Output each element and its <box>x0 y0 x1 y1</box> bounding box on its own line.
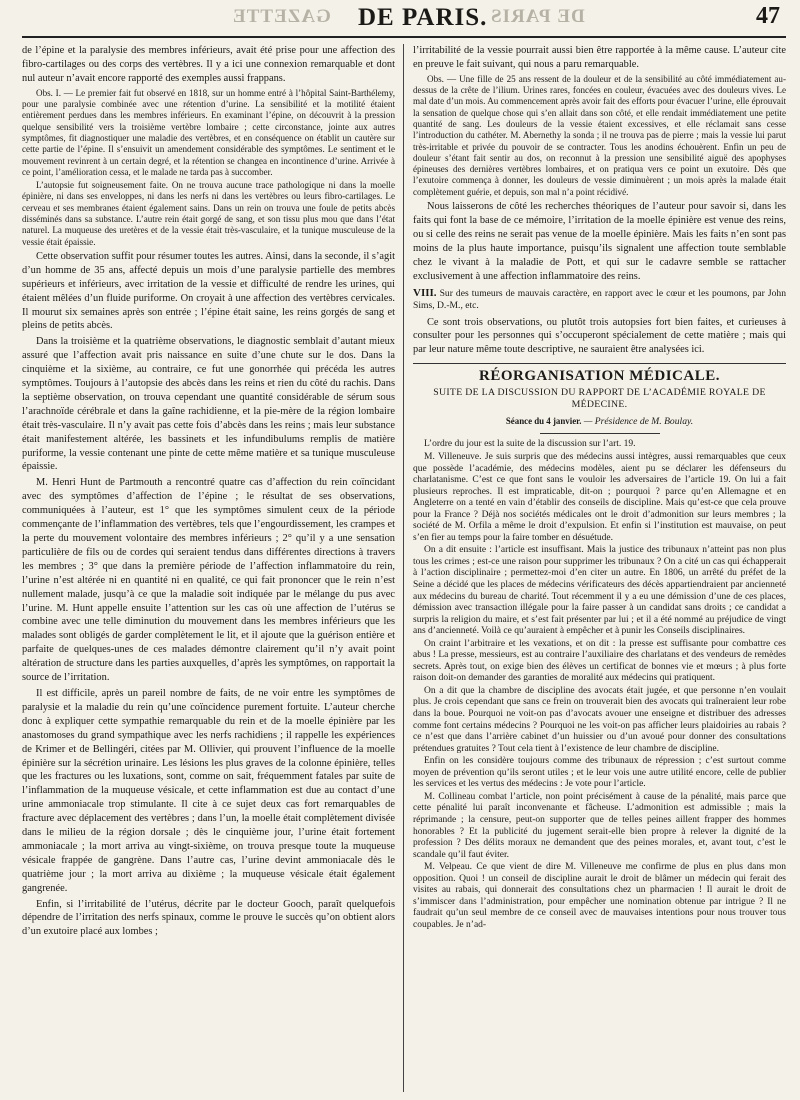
article-paragraph: Enfin on les considère toujours comme des tribunaux de répression ; c’est surtout comme moyen de prévention qu’ils seront utiles ; et le leur vois une autre utilité encore, celle de publier les services et les vertus des médecins : Je vote pour l’article. <box>413 756 786 790</box>
article-paragraph: On a dit ensuite : l’article est insuffisant. Mais la justice des tribunaux n’atteint pas non plus tous les crimes ; est-ce une raison pour supprimer les tribunaux ? On a cité un cas qui échapperait à l’action disciplinaire ; permettez-moi d’en citer un autre. En 1806, un arrêté du préfet de la Seine a décidé que les places de médecins vérificateurs des décès appartiendraient par ancienneté aux médecins du bureau de charité. Tout récemment il y a eu une démission d’une de ces places, démission avec transaction illégale pour la faire passer à un candidat sans droits ; ce candidat a surpris la religion du maire, et s’est fait présenter par lui ; et il a été nommé au préjudice de vingt ans d’ancienneté. Voilà ce qu’auraient à empêcher et à punir les Conseils disciplinaires. <box>413 545 786 637</box>
autopsy-paragraph: L’autopsie fut soigneusement faite. On ne trouva aucune trace pathologique ni dans la moelle épinière, ni dans ses enveloppes, ni dans les nerfs ni dans les vertèbres ou leurs fibro-cartilages. Le cerveau et ses membranes étaient également sains. Dans un rein on trouva une foule de petits abcès disséminés dans sa substance. L’autre rein était gorgé de sang, et son tissu plus mou que dans l’état naturel. La muqueuse des uretères et de la vessie était très-vasculaire, et la tunique musculeuse de la vessie était épaissie. <box>22 180 395 247</box>
article-paragraph: M. Villeneuve. Je suis surpris que des médecins aussi intègres, aussi remarquables que ceux que possède l’académie, des médecins modèles, aient pu se déclarer les défenseurs du charlatanisme. C’est ce que font sans le vouloir les adversaires de l’article 19. On lui a fait plusieurs reproches. Il est impraticable, dit-on ; pourquoi ? parce qu’en Allemagne et en Angleterre on a tenté en vain d’établir des conseils de discipline. Mais qu’est-ce que cela prouve pour la France ? Déjà nos sociétés médicales ont le droit d’admonition sur leurs membres ; la société de M. Orfila a même le droit d’expulsion. Et enfin si l’institution est mauvaise, on peut s’en fier au temps pour la faire tomber en désuétude. <box>413 452 786 543</box>
right-column <box>411 44 786 1092</box>
seance-date: Séance du 4 janvier. <box>505 415 582 426</box>
observation-paragraph: Obs. — Une fille de 25 ans ressent de la douleur et de la sensibilité au côté immédiatement au-dessus de la crête de l’ilium. Urines rares, foncées en couleur, évacuées avec des douleurs vives. Le mal date d’un mois. Au commencement après avoir fait des efforts pour évacuer l’urine, elle éprouvait la sensation de quelque chose qui s’en allait dans son côté, et elle rendait immédiatement une petite quantité de sang. Les douleurs de la vessie étaient excessives, et elle réclamait sans cesse l’introduction du cathéter. M. Abernethy la sonda ; il ne trouva pas de pierre ; mais la vessie lui parut très-irritable et privée du pouvoir de se contracter. Tous les anodins échouèrent. Enfin un peu de douleur s’étant fait sentir au dos, on reconnut à la pression une sensibilité aiguë des apophyses épineuses des dernières vertèbres lombaires, et on pratiqua vers ce point un exutoire. Dès que l’exutoire commença à donner, les douleurs de vessie diminuèrent ; un mois après la malade était complètement guérie, et depuis, son mal n’a point récidivé. <box>413 73 786 197</box>
mirrored-bleed-text: GAZETTE <box>232 6 331 27</box>
left-column <box>22 44 403 1092</box>
paragraph: Ce sont trois observations, ou plutôt trois autopsies fort bien faites, et curieuses à consulter pour les personnes qui s’occuperont spécialement de cette matière ; mais qui par leur nature même toute descriptive, ne sauraient être analysées ici. <box>413 316 786 356</box>
paragraph: Cette observation suffit pour résumer toutes les autres. Ainsi, dans la seconde, il s’agit d’un homme de 35 ans, affecté depuis un mois d’une paralysie partielle des membres supérieurs et inférieurs, avec irritation de la vessie et difficulté de rendre les urines, qui étaient mêlées d’un fluide puriforme. On croyait à une affection des vertèbres cervicales. Il mourut six semaines après son entrée ; l’épine était saine, les reins gorgés de sang et pleins de petits abcès. <box>22 250 395 332</box>
section-number: VIII. <box>413 286 437 299</box>
article-paragraph: On craint l’arbitraire et les vexations, et on dit : la presse est suffisante pour combattre ces abus ! La presse, messieurs, est au contraire l’auxiliaire des charlatans et des vendeurs de remèdes secrets. Après tout, on exige bien des élèves un certificat de bonnes vie et mœurs ; à plus forte raison doit-on demander des garanties de moralité aux médecins qui pratiquent. <box>413 638 786 684</box>
paragraph: Nous laisserons de côté les recherches théoriques de l’auteur pour savoir si, dans les faits qui font la base de ce mémoire, l’irritation de la moelle épinière est venue des reins, ou si celle des reins ne serait pas venue de la moelle épinière. Mais les faits n’en sont pas moins de la plus haute importance, puisqu’ils signalent une affection toute semblable chez le vivant à la maladie de Pott, et qui sur le cadavre semble se rattacher exclusivement à une affection inflammatoire des reins. <box>413 201 786 282</box>
columns <box>22 44 786 1092</box>
section-title: Sur des tumeurs de mauvais caractère, en rapport avec le cœur et les poumons, par John Sims, D.-M., etc. <box>413 287 786 311</box>
paragraph: M. Henri Hunt de Partmouth a rencontré quatre cas d’affection du rein coïncidant avec des symptômes d’affection de l’épine ; le résultat de ses observations, communiquées à l’auteur, est 1° que les symptômes simulent ceux de la période commençante de l’inflammation des vertèbres, tels que l’engourdissement, les crampes et la perte du mouvement volontaire des membres inférieurs ; 2° qu’il y a une sensation particulière de fils ou de cordes qui seraient tendus dans différentes directions à travers les membres ; 3° que dans la première période de l’affection inflammatoire du rein, l’urine n’est altérée ni en quantité ni en qualité, ce qui fait prononcer que le rein n’est nullement malade, jusqu’à ce que la maladie soit indiquée par le mélange du pus avec l’urine. M. Hunt appelle ensuite l’attention sur les cas où une affection de l’utérus se combine avec une telle diminution du mouvement dans les membres inférieurs que les malades sont obligés de garder complètement le lit, et il ajoute que la guérison entière et parfaite de quelques-unes de ces malades démontre clairement qu’il n’y avait point altération de structure dans les parties auxquelles, d’après les symptômes, on rapportait la source de l’irritation. <box>22 477 395 684</box>
article-paragraph: M. Velpeau. Ce que vient de dire M. Villeneuve me confirme de plus en plus dans mon opposition. Quoi ! un conseil de discipline aurait le droit de blâmer un médecin qui ferait des visites au rabais, qui donnerait des consultations chez un pharmacien ! Il aurait le droit de s’immiscer dans l’administration, pour empêcher une nomination obtenue par intrigue ? Il ne faudrait qu’un seul membre de ce conseil avec de mauvaises intentions pour nous trouver tous coupables. Je n’ad- <box>413 862 786 930</box>
mirrored-bleed-text: DE PARIS <box>490 6 585 27</box>
article-paragraph: M. Collineau combat l’article, non point précisément à cause de la pénalité, mais parce que cette pénalité lui paraît inconvenante et fâcheuse. L’admonition est admissible ; mais la réprimande ; la censure, peut-on supporter que de telles peines aillent frapper des hommes honorables ? Et la publicité du jugement serait-elle bien propre à relever la dignité de la profession ? Des délits moraux ne demandent que des peines morales, et, avant tout, c’est le scandale qu’il faut éviter. <box>413 791 786 860</box>
short-rule <box>540 433 660 434</box>
seance-line <box>413 415 786 429</box>
article-paragraph: On a dit que la chambre de discipline des avocats était jugée, et que personne n’en voulait plus. Je crois cependant que sans ce frein on trouverait bien des avocats qui traîneraient leur robe dans la boue. Pourquoi ne voit-on pas d’avocats avouer une enseigne et distribuer des adresses comme font certains médecins ? Pourquoi ne les voit-on pas afficher leurs plaidoiries au rabais ? ce n’est que dans l’arrière cabinet d’un huissier ou d’un avoué pour donner des consultations prétendues gratuites ? Tout cela tient à l’existence de leur chambre de discipline. <box>413 685 786 754</box>
paragraph: de l’épine et la paralysie des membres inférieurs, avait été prise pour une affection des fibro-cartilages ou des corps des vertèbres. Il y a ici une connexion remarquable et dont nul auteur n’avait encore rapporté des exemples aussi frappans. <box>22 45 395 84</box>
page-header <box>22 0 786 38</box>
section-heading <box>413 287 786 312</box>
page-number: 47 <box>756 3 780 29</box>
paragraph: Dans la troisième et la quatrième observations, le diagnostic semblait d’autant mieux assuré que l’affection avait pris naissance en suite d’une chute sur le dos. Dans la cinquième et la sixième, au contraire, ce fut une gonorrhée qui précéda les autres symptômes. Toujours à l’autopsie des abcès dans les reins et rien du côté du rachis. Dans la septième observation, on trouva cependant une quantité considérable de sérum sous l’arachnoïde cérébrale et dans la gaîne rachidienne, et la pie-mère de la région lombaire était très-vasculaire. Il n’y avait pas cette fois d’abcès dans les reins ; mais leur substance était manifestement altérée, les bassinets et les infundibulums remplis de matière puriforme, la vessie contenant une pinte de cette même matière et sa tunique musculeuse épaissie. <box>22 336 395 473</box>
paragraph: l’irritabilité de la vessie pourrait aussi bien être rapportée à la même cause. L’auteur cite en preuve le fait suivant, qui nous a paru remarquable. <box>413 45 786 70</box>
observation-paragraph: Obs. I. — Le premier fait fut observé en 1818, sur un homme entré à l’hôpital Saint-Barthélemy, pour une paralysie combinée avec une rétention d’urine. La sensibilité et la motilité étaient entièrement perdues dans les membres inférieurs. En examinant l’épine, on découvrit à la pression quelque sensibilité vers la troisième vertèbre lombaire ; cette circonstance, jointe aux autres symptômes, fit diagnostiquer une maladie des vertèbres, et en conséquence on établit un cautère sur cette partie de l’épine. Il s’ensuivit un amendement considérable des symptômes. Le sentiment et le mouvement revinrent à un certain degré, et la rétention se changea en incontinence d’urine. Arrivée à ce point, l’amélioration cessa, et le malade ne tarda pas à succomber. <box>22 87 395 177</box>
article-paragraph: L’ordre du jour est la suite de la discussion sur l’art. 19. <box>424 439 636 450</box>
paragraph: Il est difficile, après un pareil nombre de faits, de ne voir entre les symptômes de paralysie et la maladie du rein qu’une coïncidence purement fortuite. L’auteur cherche donc à expliquer cette sympathie remarquable du rein et de la moelle épinière par les anastomoses du grand sympathique avec les nerfs rachidiens ; il rappelle les expériences de Krimer et de Bellingéri, citées par M. Ollivier, qui prouvent l’influence de la moelle épinière sur la sécrétion urinaire. Les lésions les plus graves de la colonne épinière, telles que les fractures ou les luxations, sont, comme on sait, fréquemment fatales par suite de l’inflammation de la muqueuse vésicale, et cette inflammation est due au contact d’une urine ammoniacale trop stimulante. Il cite à ce sujet deux cas fort remarquables de fracture avec déplacement des vertèbres ; dans l’un, la moelle était complètement divisée dans le milieu de la région dorsale ; dès le cinquième jour, l’urine était fortement ammoniacale ; la mort arriva au vingt-sixième, on trouva presque toute la muqueuse vésicale frappée de gangrène. Dans l’autre cas, l’urine devint ammoniacale dès le quatrième jour ; la mort arriva au dixième ; la muqueuse vésicale était également gangrenée. <box>22 687 395 894</box>
masthead-title: DE PARIS. <box>358 4 488 31</box>
article-subtitle: SUITE DE LA DISCUSSION DU RAPPORT DE L’ACADÉMIE ROYALE DE MÉDECINE. <box>433 387 766 411</box>
divider <box>413 363 786 364</box>
seance-president: — Présidence de M. Boulay. <box>581 415 694 427</box>
paragraph: Enfin, si l’irritabilité de l’utérus, décrite par le docteur Gooch, paraît quelquefois dépendre de l’irritation des nerfs spinaux, comme le prouve le succès qu’on obtient alors d’un exutoire placé aux lombes ; <box>22 898 395 938</box>
article-body <box>413 439 786 931</box>
article-title: RÉORGANISATION MÉDICALE. <box>479 368 720 385</box>
column-rule <box>403 44 404 1092</box>
